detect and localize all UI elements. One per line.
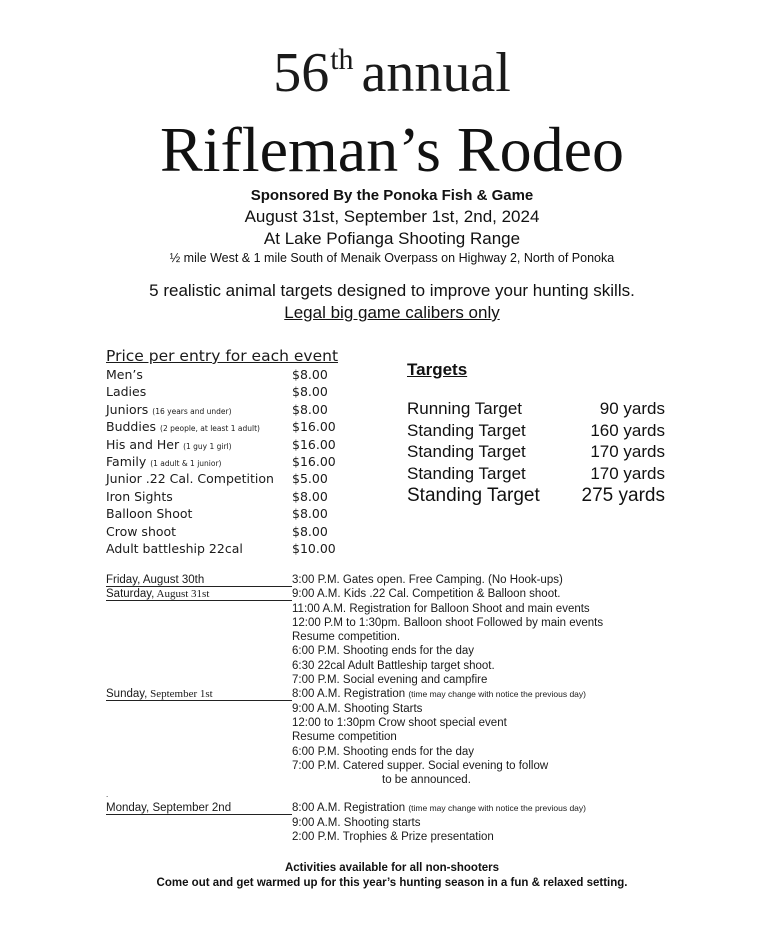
- schedule-row: [106, 659, 706, 673]
- schedule-event: 7:00 P.M. Catered supper. Social evening to follow: [292, 759, 549, 772]
- target-distance: 160 yards: [590, 420, 665, 440]
- price-row: [106, 453, 356, 470]
- schedule-row: [106, 716, 706, 730]
- target-row: [407, 420, 707, 442]
- schedule-event: 6:00 P.M. Shooting ends for the day: [292, 745, 474, 758]
- event-title: Rifleman’s Rodeo: [160, 114, 624, 185]
- schedule-event: Resume competition: [292, 731, 397, 744]
- schedule-event: 6:00 P.M. Shooting ends for the day: [292, 645, 474, 658]
- price-row: [106, 418, 356, 435]
- price-label: Buddies: [106, 419, 157, 435]
- day-label-sunday: [106, 687, 292, 701]
- schedule-row: [106, 816, 706, 830]
- schedule-row: [106, 759, 706, 773]
- sponsor-line: Sponsored By the Ponoka Fish & Game: [250, 187, 534, 204]
- price-note: (1 adult & 1 junior): [150, 458, 222, 468]
- schedule-event: 9:00 A.M. Shooting starts: [292, 816, 421, 829]
- price-row: [106, 470, 356, 487]
- price-row: [106, 401, 356, 418]
- price-amount: $5.00: [292, 471, 328, 487]
- schedule-row: [106, 673, 706, 687]
- price-label: Men’s: [106, 367, 143, 382]
- price-amount: $8.00: [292, 523, 328, 539]
- price-label: Ladies: [106, 384, 147, 400]
- price-label: Adult battleship 22cal: [106, 540, 243, 556]
- footer-activities: Activities available for all non-shooters: [284, 862, 500, 874]
- schedule-row: [106, 602, 706, 616]
- schedule-event: 12:00 to 1:30pm Crow shoot special event: [292, 716, 507, 729]
- target-row: [407, 441, 707, 463]
- price-table-title: Price per entry for each event: [106, 347, 339, 365]
- event-venue: At Lake Pofianga Shooting Range: [263, 229, 521, 248]
- targets-section: [407, 358, 707, 508]
- price-row: [106, 366, 356, 383]
- registration-note: (time may change with notice the previous day): [408, 689, 586, 700]
- footer-invitation: Come out and get warmed up for this year’s hunting season in a fun & relaxed setting.: [156, 877, 628, 889]
- schedule-event: 11:00 A.M. Registration for Balloon Shoot and main events: [292, 602, 590, 615]
- day-name: Sunday,: [106, 688, 148, 701]
- registration-note: (time may change with notice the previous day): [408, 803, 586, 814]
- price-label: His and Her: [106, 436, 180, 452]
- day-date: August 31st: [154, 588, 210, 601]
- edition-heading: [0, 28, 784, 105]
- targets-title: Targets: [407, 360, 468, 379]
- price-amount: $8.00: [292, 401, 328, 417]
- schedule-event: 6:30 22cal Adult Battleship target shoot.: [292, 659, 495, 672]
- schedule-row: [106, 630, 706, 644]
- target-name: Running Target: [407, 399, 522, 418]
- calibers-note-text: Legal big game calibers only: [284, 303, 500, 322]
- day-name: Saturday,: [106, 588, 155, 601]
- schedule-row-sunday: [106, 687, 706, 701]
- target-distance: 170 yards: [590, 442, 665, 461]
- schedule-event: 2:00 P.M. Trophies & Prize presentation: [292, 831, 494, 844]
- price-amount: $16.00: [292, 419, 336, 435]
- schedule-event: Resume competition.: [292, 631, 401, 644]
- price-label: Iron Sights: [106, 488, 173, 504]
- target-name: Standing Target: [407, 442, 526, 461]
- targets-list: [407, 398, 707, 508]
- price-amount: $8.00: [292, 506, 328, 522]
- price-label: Family: [106, 453, 147, 469]
- target-distance: 170 yards: [590, 463, 665, 483]
- price-label: Juniors: [106, 401, 149, 417]
- day-label-friday: Friday, August 30th: [106, 573, 292, 587]
- day-label-monday: Monday, September 2nd: [106, 801, 292, 815]
- price-amount: $16.00: [292, 436, 336, 452]
- price-note: (1 guy 1 girl): [183, 441, 232, 451]
- price-amount: $10.00: [292, 540, 336, 556]
- calibers-note: [0, 302, 784, 323]
- target-row: [407, 463, 707, 485]
- price-label: Crow shoot: [106, 523, 177, 539]
- schedule-row: [106, 773, 706, 787]
- target-distance: 90 yards: [599, 399, 665, 418]
- schedule: [106, 573, 706, 844]
- price-row: [106, 523, 356, 540]
- schedule-row-saturday: [106, 587, 706, 601]
- price-note: (16 years and under): [152, 406, 232, 416]
- schedule-event: 3:00 P.M. Gates open. Free Camping. (No Hook-ups): [292, 574, 563, 586]
- schedule-row: [106, 830, 706, 844]
- price-row: [106, 540, 356, 557]
- price-note: (2 people, at least 1 adult): [160, 424, 260, 434]
- registration-time: 8:00 A.M. Registration: [292, 802, 409, 815]
- target-name: Standing Target: [407, 420, 526, 440]
- day-date: September 1st: [147, 688, 213, 701]
- stray-mark: .: [106, 790, 109, 800]
- price-amount: $8.00: [292, 488, 328, 504]
- price-row: [106, 505, 356, 522]
- target-distance: 275 yards: [581, 485, 665, 506]
- target-name: Standing Target: [407, 485, 540, 506]
- schedule-row: [106, 702, 706, 716]
- price-row: [106, 488, 356, 505]
- schedule-event: 9:00 A.M. Kids .22 Cal. Competition & Balloon shoot.: [292, 588, 561, 601]
- schedule-event: 7:00 P.M. Social evening and campfire: [292, 674, 488, 687]
- schedule-row: [106, 644, 706, 658]
- price-amount: $8.00: [292, 384, 328, 400]
- schedule-row-monday: [106, 801, 706, 815]
- edition-number: 56: [273, 42, 330, 104]
- target-name: Standing Target: [407, 463, 526, 483]
- registration-time: 8:00 A.M. Registration: [292, 688, 409, 701]
- target-row: [407, 484, 707, 508]
- edition-word: annual: [361, 42, 511, 104]
- event-dates: August 31st, September 1st, 2nd, 2024: [244, 207, 540, 226]
- schedule-event: 9:00 A.M. Shooting Starts: [292, 702, 423, 715]
- schedule-event: 12:00 P.M to 1:30pm. Balloon shoot Followed by main events: [292, 616, 604, 629]
- schedule-row: [106, 616, 706, 630]
- target-row: [407, 398, 707, 420]
- schedule-row: [106, 745, 706, 759]
- schedule-row-friday: [106, 573, 706, 587]
- price-label: Balloon Shoot: [106, 506, 193, 522]
- day-label-saturday: [106, 587, 292, 601]
- schedule-event-continuation: to be announced.: [382, 774, 471, 787]
- price-row: [106, 383, 356, 400]
- price-amount: $8.00: [292, 367, 328, 382]
- edition-suffix: th: [330, 43, 354, 76]
- price-table: [106, 346, 356, 557]
- price-row: [106, 436, 356, 453]
- schedule-event: [292, 687, 586, 701]
- targets-blurb: 5 realistic animal targets designed to improve your hunting skills.: [149, 281, 635, 300]
- schedule-row: [106, 730, 706, 744]
- schedule-event: [292, 801, 586, 815]
- price-amount: $16.00: [292, 453, 336, 469]
- directions: ½ mile West & 1 mile South of Menaik Overpass on Highway 2, North of Ponoka: [169, 251, 615, 265]
- price-label: Junior .22 Cal. Competition: [106, 471, 274, 487]
